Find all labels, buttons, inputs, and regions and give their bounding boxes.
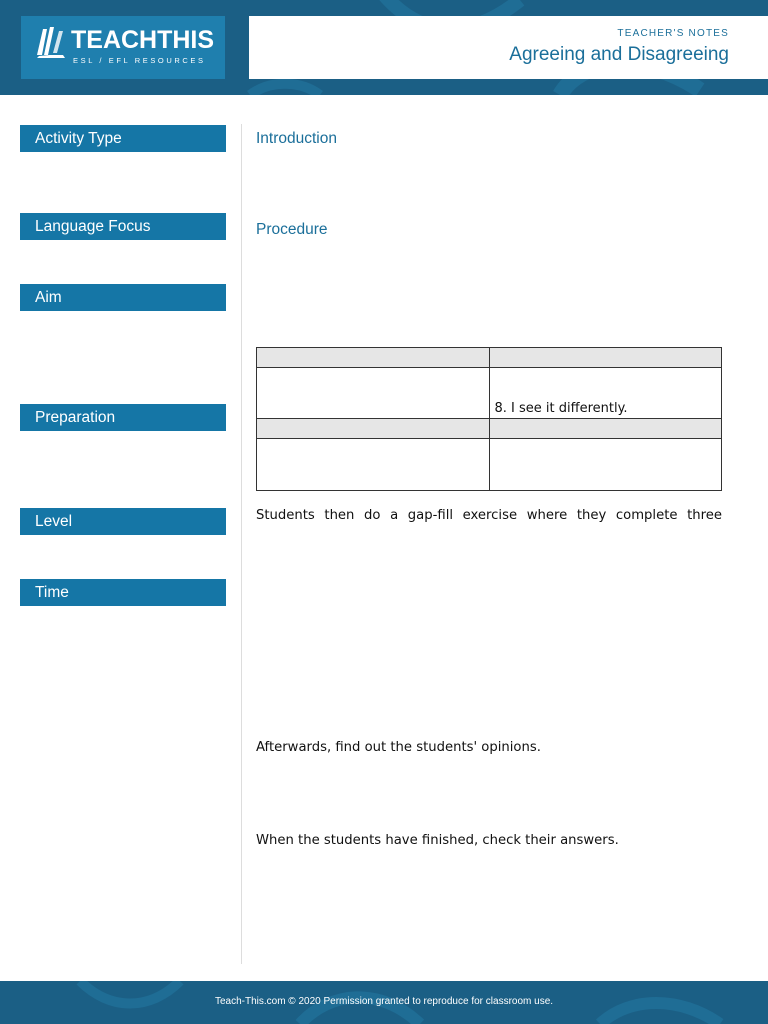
label-time: Time: [20, 579, 226, 606]
table-header-row: [257, 419, 722, 439]
table-header-cell: [489, 348, 722, 368]
table-header-cell: [257, 348, 490, 368]
teachthis-logo[interactable]: [21, 16, 225, 79]
table-cell: [489, 368, 722, 419]
introduction-heading: Introduction: [256, 130, 337, 147]
label-preparation: Preparation: [20, 404, 226, 431]
table-cell-text: 8. I see it differently.: [494, 401, 628, 416]
page-header: [0, 0, 768, 95]
page-footer: [0, 981, 768, 1024]
title-panel: [249, 16, 768, 79]
gap-fill-paragraph: Students then do a gap-fill exercise where they complete three: [256, 508, 722, 523]
table-row: [257, 439, 722, 491]
finished-paragraph: When the students have finished, check their answers.: [256, 833, 619, 848]
procedure-heading: Procedure: [256, 221, 328, 238]
teachers-notes-label: TEACHER'S NOTES: [617, 28, 729, 39]
label-activity-type: Activity Type: [20, 125, 226, 152]
label-aim: Aim: [20, 284, 226, 311]
footer-copyright: Teach-This.com © 2020 Permission granted to reproduce for classroom use.: [214, 996, 554, 1007]
table-row: [257, 368, 722, 419]
table-cell: [257, 368, 490, 419]
afterwards-paragraph: Afterwards, find out the students' opinions.: [256, 740, 541, 755]
table-header-cell: [489, 419, 722, 439]
label-language-focus: Language Focus: [20, 213, 226, 240]
phrases-table: [256, 347, 722, 491]
table-cell: [257, 439, 490, 491]
label-level: Level: [20, 508, 226, 535]
column-divider: [241, 124, 242, 964]
logo-wordmark: TEACHTHIS: [71, 26, 215, 54]
table-cell: [489, 439, 722, 491]
logo-subtitle: ESL / EFL RESOURCES: [73, 56, 206, 65]
document-title: Agreeing and Disagreeing: [509, 44, 729, 65]
book-icon: [35, 25, 67, 59]
table-header-row: [257, 348, 722, 368]
table-header-cell: [257, 419, 490, 439]
